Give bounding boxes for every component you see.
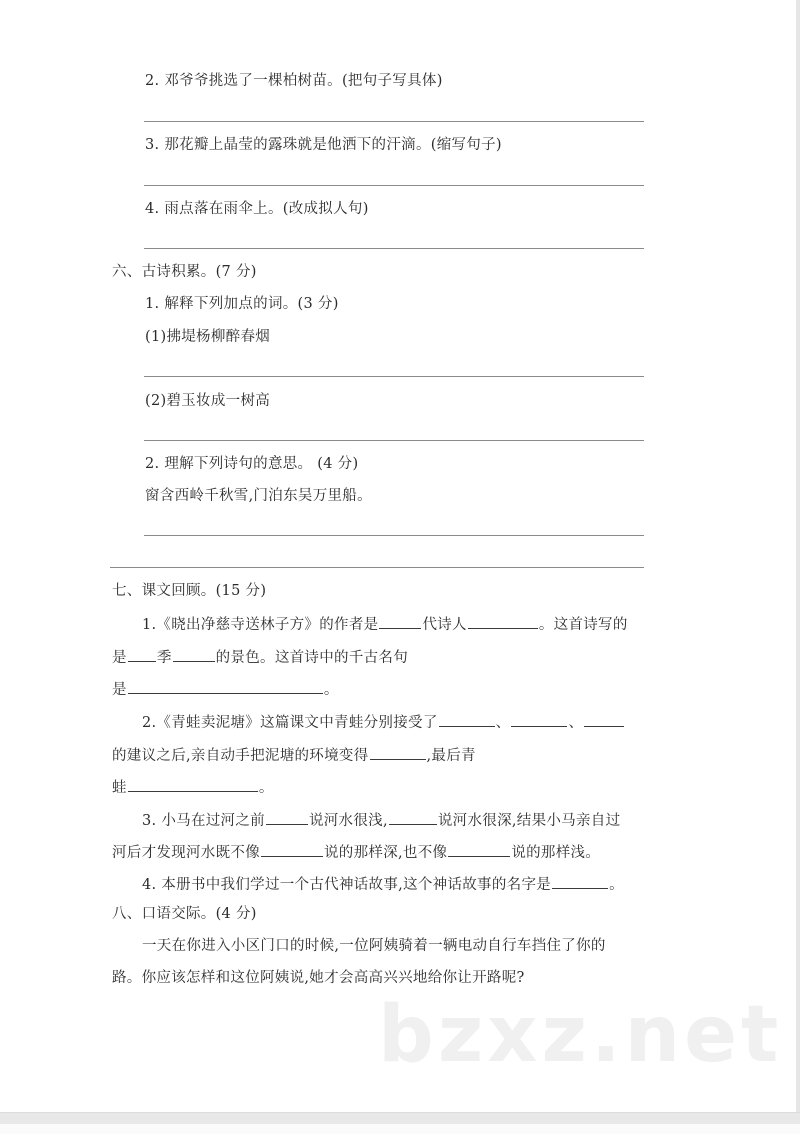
fill-blank[interactable] <box>511 712 567 727</box>
question-7-3-line-1 <box>142 810 620 831</box>
answer-line <box>144 535 644 536</box>
question-6-1-item-2: (2)碧玉妆成一树高 <box>145 393 271 409</box>
watermark: bzxz.net <box>378 990 783 1080</box>
text-fragment: 蛙 <box>112 780 127 796</box>
question-7-2-line-3 <box>112 777 274 798</box>
question-6-1-item-1: (1)拂堤杨柳醉春烟 <box>145 329 271 345</box>
question-7-1-line-1 <box>142 614 628 635</box>
text-fragment: 。这首诗写的 <box>538 617 628 633</box>
question-5-3: 3. 那花瓣上晶莹的露珠就是他洒下的汗滴。(缩写句子) <box>145 137 502 153</box>
question-7-3-line-2 <box>112 842 600 863</box>
text-fragment: 、 <box>495 715 511 731</box>
text-fragment: 说河水很深,结果小马亲自过 <box>437 813 621 829</box>
text-fragment: 的景色。这首诗中的千古名句 <box>215 650 409 666</box>
text-fragment: 说的那样深,也不像 <box>324 845 448 861</box>
text-fragment: 1.《晓出净慈寺送林子方》的作者是 <box>142 617 379 633</box>
question-7-1-line-2 <box>112 647 408 668</box>
text-fragment: 说河水很浅, <box>308 813 388 829</box>
text-fragment: 。 <box>258 780 274 796</box>
text-fragment: 说的那样浅。 <box>511 845 601 861</box>
question-7-2-line-1 <box>142 712 625 733</box>
next-page-top <box>0 1124 800 1134</box>
answer-line <box>144 376 644 377</box>
fill-blank[interactable] <box>128 777 258 792</box>
fill-blank[interactable] <box>261 842 323 857</box>
fill-blank[interactable] <box>266 810 308 825</box>
fill-blank[interactable] <box>128 647 156 662</box>
fill-blank[interactable] <box>552 874 608 889</box>
text-fragment: 代诗人 <box>422 617 467 633</box>
question-5-2: 2. 邓爷爷挑选了一棵柏树苗。(把句子写具体) <box>145 73 443 89</box>
section-6-heading: 六、古诗积累。(7 分) <box>112 264 257 280</box>
section-8-prompt-line-1: 一天在你进入小区门口的时候,一位阿姨骑着一辆电动自行车挡住了你的 <box>142 938 606 954</box>
question-7-2-line-2 <box>112 745 476 766</box>
fill-blank[interactable] <box>379 614 421 629</box>
text-fragment: 2.《青蛙卖泥塘》这篇课文中青蛙分别接受了 <box>142 715 438 731</box>
section-8-prompt-line-2: 路。你应该怎样和这位阿姨说,她才会高高兴兴地给你让开路呢? <box>112 970 525 986</box>
answer-line <box>144 440 644 441</box>
question-6-2: 2. 理解下列诗句的意思。 (4 分) <box>145 456 359 472</box>
text-fragment: 。 <box>323 682 339 698</box>
fill-blank[interactable] <box>468 614 538 629</box>
text-fragment: 3. 小马在过河之前 <box>142 813 265 829</box>
question-7-1-line-3 <box>112 679 339 700</box>
answer-line <box>144 121 644 122</box>
fill-blank[interactable] <box>448 842 510 857</box>
text-fragment: 河后才发现河水既不像 <box>112 845 260 861</box>
section-8-heading: 八、口语交际。(4 分) <box>112 906 257 922</box>
page-right-edge <box>796 0 800 1134</box>
text-fragment: ,最后青 <box>426 748 476 764</box>
text-fragment: 是 <box>112 682 127 698</box>
fill-blank[interactable] <box>439 712 495 727</box>
text-fragment: 季 <box>156 650 172 666</box>
answer-line <box>144 248 644 249</box>
fill-blank[interactable] <box>173 647 215 662</box>
text-fragment: 4. 本册书中我们学过一个古代神话故事,这个神话故事的名字是 <box>142 877 552 893</box>
fill-blank[interactable] <box>128 679 323 694</box>
poem-line: 窗含西岭千秋雪,门泊东吴万里船。 <box>145 488 372 504</box>
answer-line <box>144 185 644 186</box>
text-fragment: 、 <box>568 715 584 731</box>
section-7-heading: 七、课文回顾。(15 分) <box>112 583 267 599</box>
question-7-4 <box>142 874 624 895</box>
fill-blank[interactable] <box>370 745 426 760</box>
fill-blank[interactable] <box>389 810 437 825</box>
text-fragment: 的建议之后,亲自动手把泥塘的环境变得 <box>112 748 369 764</box>
question-5-4: 4. 雨点落在雨伞上。(改成拟人句) <box>145 201 369 217</box>
text-fragment: 是 <box>112 650 127 666</box>
answer-line <box>110 567 644 568</box>
question-6-1: 1. 解释下列加点的词。(3 分) <box>145 296 339 312</box>
fill-blank[interactable] <box>584 712 624 727</box>
text-fragment: 。 <box>609 877 624 893</box>
